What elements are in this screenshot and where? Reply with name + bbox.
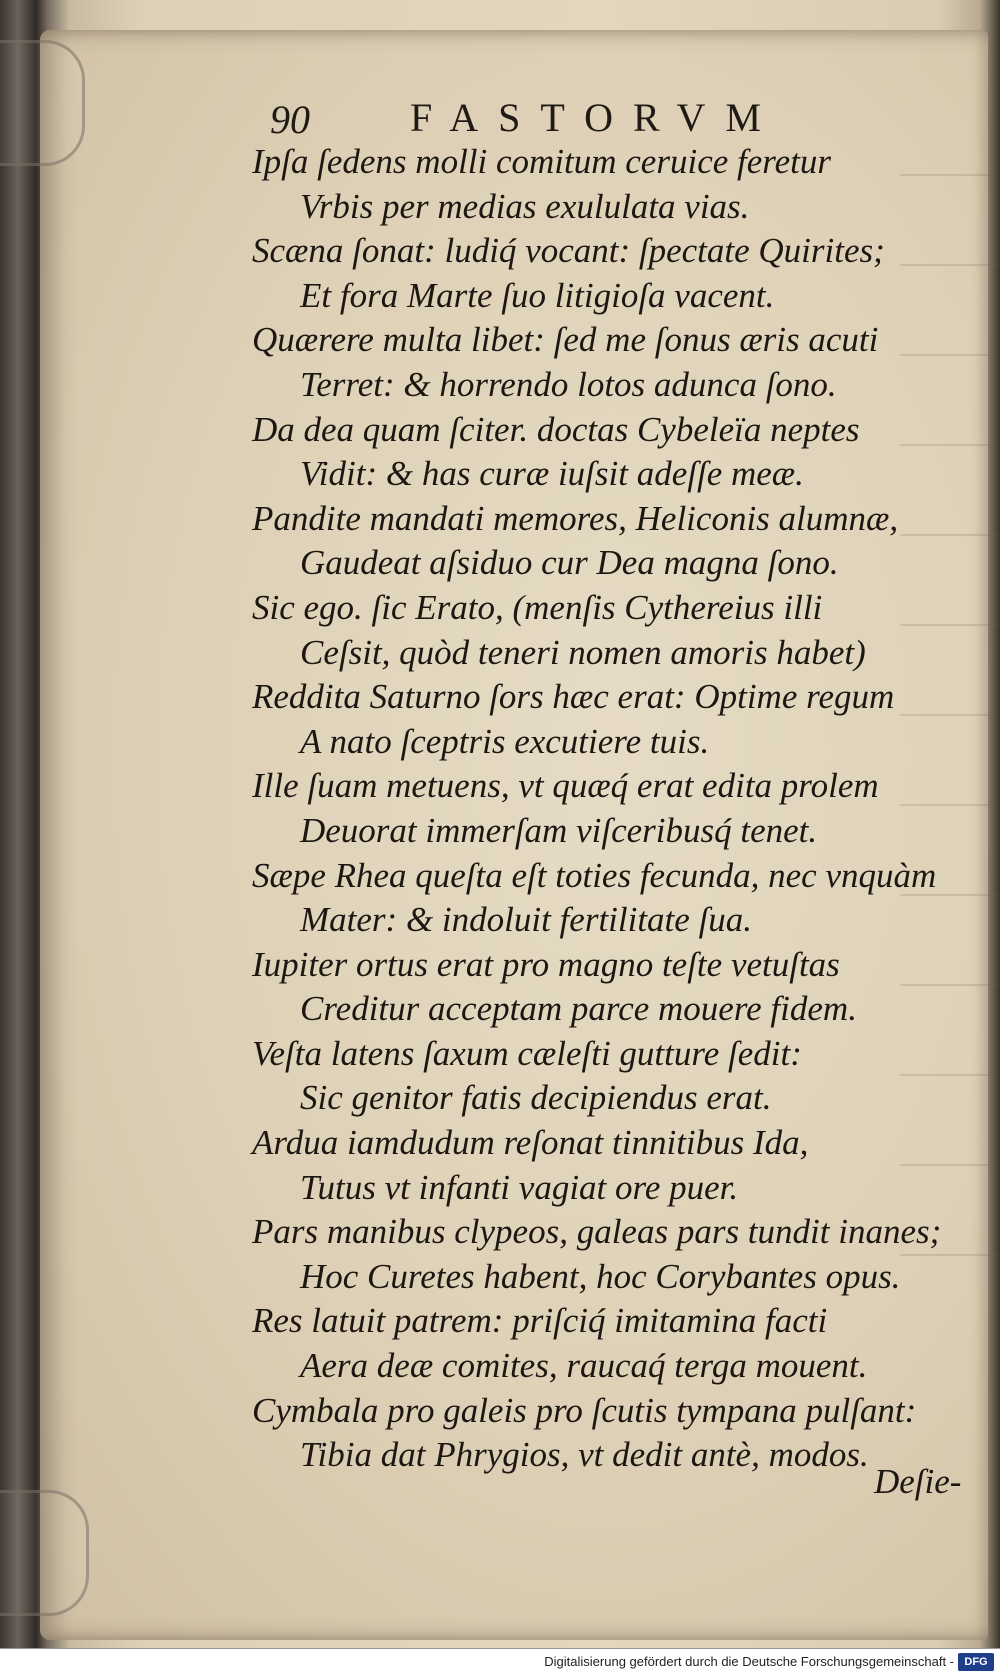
- verse-line: Cymbala pro galeis pro ſcutis tympana pulſant:: [252, 1390, 917, 1430]
- verse-line: Deuorat immerſam viſceribusq́ tenet.: [300, 810, 818, 850]
- verse-line: Terret: & horrendo lotos adunca ſono.: [300, 364, 837, 404]
- verse-line: Vidit: & has curæ iuſsit adeſſe meæ.: [300, 454, 804, 494]
- page-header: [270, 92, 830, 142]
- verse-line: Ceſsit, quòd teneri nomen amoris habet): [300, 632, 866, 672]
- verse-line: Ipſa ſedens molli comitum ceruice feretur: [252, 142, 831, 181]
- page-clip-bottom: [0, 1490, 89, 1616]
- verse-line: Pandite mandati memores, Heliconis alumnæ,: [252, 498, 899, 538]
- verse-line: A nato ſceptris excutiere tuis.: [300, 721, 710, 761]
- verse-line: Quærere multa libet: ſed me ſonus æris acuti: [252, 320, 879, 360]
- verse-line: Da dea quam ſciter. doctas Cybeleïa neptes: [252, 409, 860, 449]
- verse-line: Gaudeat aſsiduo cur Dea magna ſono.: [300, 543, 839, 583]
- dfg-logo: DFG: [958, 1653, 994, 1671]
- funding-credit: Digitalisierung gefördert durch die Deutsche Forschungsgemeinschaft -: [544, 1654, 954, 1669]
- verse-line: Pars manibus clypeos, galeas pars tundit inanes;: [252, 1212, 942, 1252]
- page-clip-top: [0, 40, 85, 166]
- verse-line: Tutus vt infanti vagiat ore puer.: [300, 1167, 739, 1207]
- verse-line: Tibia dat Phrygios, vt dedit antè, modos.: [300, 1435, 869, 1475]
- verse-line: Res latuit patrem: priſciq́ imitamina facti: [252, 1301, 828, 1341]
- verse-line: Aera deæ comites, raucaq́ terga mouent.: [300, 1346, 868, 1386]
- verse-line: Hoc Curetes habent, hoc Corybantes opus.: [300, 1256, 901, 1296]
- verse-line: Veſta latens ſaxum cæleſti gutture ſedit:: [252, 1033, 802, 1073]
- footer-bar: [0, 1648, 1000, 1677]
- verse-line: Reddita Saturno ſors hæc erat: Optime regum: [252, 677, 895, 717]
- verse-line: Ille ſuam metuens, vt quæq́ erat edita prolem: [252, 766, 879, 806]
- verse-line: Ardua iamdudum reſonat tinnitibus Ida,: [252, 1123, 809, 1163]
- verse-block: [252, 140, 952, 1478]
- verse-line: Sæpe Rhea queſta eſt toties fecunda, nec vnquàm: [252, 855, 937, 895]
- verse-line: Sic ego. ſic Erato, (menſis Cythereius illi: [252, 587, 823, 627]
- running-title: FASTORVM: [410, 95, 781, 140]
- page-number: 90: [270, 97, 310, 142]
- verse-line: Iupiter ortus erat pro magno teſte vetuſtas: [252, 944, 840, 984]
- verse-line: Sic genitor fatis decipiendus erat.: [300, 1078, 772, 1118]
- verse-line: Et fora Marte ſuo litigioſa vacent.: [300, 275, 775, 315]
- verse-line: Vrbis per medias exululata vias.: [300, 186, 750, 226]
- verse-line: Creditur acceptam parce mouere fidem.: [300, 989, 857, 1029]
- verse-line: Mater: & indoluit fertilitate ſua.: [300, 900, 753, 940]
- catchword: Deſie-: [874, 1462, 962, 1501]
- verse-line: Scæna ſonat: ludiq́ vocant: ſpectate Quirites;: [252, 231, 885, 271]
